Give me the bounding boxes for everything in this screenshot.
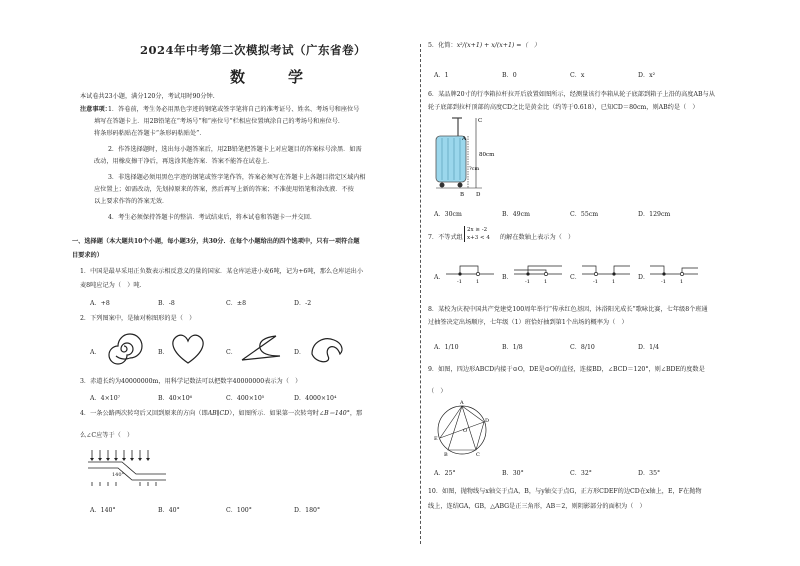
q7-stem: 7．不等式组	[428, 234, 463, 241]
q5-option-b[interactable]: B．0	[502, 72, 517, 79]
q6-label-unknown: ?cm	[469, 166, 480, 172]
q7-number-line-d	[648, 262, 700, 286]
q9-option-a[interactable]: A．25°	[434, 470, 456, 477]
q7-stem-tail: 的解在数轴上表示为（ ）	[500, 234, 575, 241]
q9-stem-2: （ ）	[428, 388, 447, 395]
q9-circle-figure	[432, 398, 496, 460]
intro-line: 本试卷共23小题，满分120分，考试用时90分钟.	[80, 93, 215, 100]
q4-option-b[interactable]: B．40°	[158, 507, 180, 514]
q4-option-c[interactable]: C．100°	[226, 507, 252, 514]
q1-option-b[interactable]: B．-8	[158, 300, 175, 307]
svg-text:E: E	[434, 436, 438, 442]
q8-option-b[interactable]: B．1/8	[502, 344, 523, 351]
q6-suitcase-figure	[432, 116, 502, 200]
q4-option-d[interactable]: D．180°	[294, 507, 321, 514]
q5-expression: x²/(x+1) + x/(x+1) =（ ）	[456, 42, 541, 49]
q1-option-a[interactable]: A．+8	[90, 300, 110, 307]
q7-number-line-c	[580, 262, 632, 286]
exam-title: 2024年中考第二次模拟考试（广东省卷）	[140, 43, 367, 57]
notice-2a: 2．作答选择题时，选出每小题答案后，用2B铅笔把答题卡上对应题目的答案标号涂黑．如需	[108, 146, 362, 153]
q2-option-d[interactable]: D．	[294, 349, 306, 356]
q3-option-a[interactable]: A．4×10⁷	[90, 395, 121, 402]
q7-b-neg: -1	[525, 279, 530, 285]
q4-road-figure	[86, 446, 168, 492]
svg-text:A: A	[460, 400, 464, 406]
svg-text:C: C	[476, 452, 480, 458]
q7-option-b[interactable]: B．	[502, 274, 513, 281]
q4-option-a[interactable]: A．140°	[90, 507, 116, 514]
q7-b-pos: 1	[544, 279, 548, 285]
q7-option-d[interactable]: D．	[638, 274, 650, 281]
q6-label-c: C	[478, 118, 483, 124]
q4-angle-label: 140°	[112, 472, 125, 478]
q6-label-d: D	[476, 192, 481, 198]
q9-option-b[interactable]: B．30°	[502, 470, 524, 477]
q1-stem-2: 麦8吨应记为（ ）吨．	[80, 282, 146, 289]
q6-option-c[interactable]: C．55cm	[570, 211, 599, 218]
q9-option-d[interactable]: D．35°	[638, 470, 661, 477]
q7-ineq-1: 2x ≥ -2	[467, 227, 488, 233]
q9-stem: 9．如图，四边形ABCD内接于⊙O，DE是⊙O的直径，连接BD，∠BCD＝120°，则∠BDE的度数是	[428, 366, 705, 373]
subject-title: 数 学	[230, 68, 318, 86]
notice-1b: 填写在答题卡上．用2B铅笔在“考场号”和“座位号”栏相应位置填涂自己的考场号和座位号．	[94, 118, 345, 125]
q4-stem-a	[80, 410, 362, 418]
q3-option-d[interactable]: D．4000×10⁴	[294, 395, 337, 402]
q6-label-b: B	[460, 192, 465, 198]
q8-option-a[interactable]: A．1/10	[434, 344, 459, 351]
column-divider	[420, 44, 421, 544]
q1-stem: 1．中国是最早采用正负数表示相反意义的量的国家．某仓库运进小麦6吨，记为+6吨，那么仓库运出小	[80, 268, 364, 275]
q7-d-neg: -1	[661, 279, 666, 285]
q5-option-a[interactable]: A．1	[434, 72, 449, 79]
q4-stem-middle: ），如图所示．如果第一次转弯时	[229, 410, 319, 417]
notice-3c: 以上要求作答的答案无效．	[94, 198, 169, 205]
q7-ineq-2: x+3 < 4	[467, 235, 490, 241]
q6-stem: 6．某品牌20寸的行李箱拉杆拉开后放置如图所示，经测量该行李箱从轮子底部到箱子上沿的高度AB与从	[428, 91, 715, 98]
q8-stem: 8．某校为庆祝中国共产党建党100周年举行“传承红色基因，沐浴阳光成长”歌咏比赛，七年级8个班通	[428, 306, 708, 313]
q6-label-a: A	[462, 136, 466, 142]
q10-stem: 10．如图，抛物线与x轴交于点A，B，与y轴交于点G，正方形CDEF的边CD在x轴上，E，F在抛物	[428, 488, 702, 495]
q8-option-d[interactable]: D．1/4	[638, 344, 660, 351]
q7-system	[464, 226, 490, 242]
q2-heart-figure	[168, 332, 208, 366]
q2-option-c[interactable]: C．	[226, 349, 237, 356]
q7-a-neg: -1	[457, 279, 462, 285]
q4-stem-parallel: AB∥CD	[207, 410, 230, 417]
q5-stem-prefix: 5．化简：	[428, 42, 457, 49]
q9-option-c[interactable]: C．32°	[570, 470, 592, 477]
notice-2b: 改动，用橡皮擦干净后，再选涂其他答案．答案不能答在试卷上．	[94, 158, 274, 165]
svg-text:D: D	[485, 418, 490, 424]
q7-a-pos: 1	[476, 279, 480, 285]
q6-option-b[interactable]: B．49cm	[502, 211, 530, 218]
q3-stem: 3．赤道长约为40000000m，用科学记数法可以把数字40000000表示为（ ）	[80, 378, 302, 385]
q7-number-line-b	[512, 262, 564, 286]
q5-option-c[interactable]: C．x	[570, 72, 585, 79]
q7-option-c[interactable]: C．	[570, 274, 581, 281]
q8-stem-2: 过抽签决定出场顺序，七年级（1）班恰好抽到第1个出场的概率为（ ）	[428, 319, 628, 326]
q4-stem-prefix: 4．一条公路两次转弯后又回到原来的方向（即	[80, 410, 208, 417]
q2-fan-figure	[236, 330, 282, 366]
notice-4: 4．考生必须保持答题卡的整洁．考试结束后，将本试卷和答题卡一并交回．	[108, 214, 317, 221]
q7-option-a[interactable]: A．	[434, 274, 445, 281]
q6-option-d[interactable]: D．129cm	[638, 211, 671, 218]
notice-1c: 将条形码粘贴在答题卡“条形码粘贴处”．	[94, 130, 206, 137]
q5-stem	[428, 42, 540, 50]
q2-stem: 2．下列图案中，是轴对称图形的是（ ）	[80, 315, 196, 322]
q10-stem-2: 线上，连结GA，GB，△ABG是正三角形，AB＝2，则阴影部分的面积为（ ）	[428, 503, 646, 510]
section-heading: 一、选择题（本大题共10个小题，每小题3分，共30分．在每个小题给出的四个选项中，只有一项符合题	[72, 238, 360, 245]
right-column	[428, 0, 728, 566]
notice-3b: 应位置上；如需改动，先划掉原来的答案，然后再写上新的答案；不准使用铅笔和涂改液．不按	[94, 186, 354, 193]
q1-option-c[interactable]: C．±8	[226, 300, 247, 307]
q7-c-pos: 1	[612, 279, 616, 285]
q2-spiral-figure	[104, 328, 144, 368]
q4-stem-suffix: ，那	[349, 410, 363, 417]
q7-d-pos: 1	[680, 279, 684, 285]
q1-option-d[interactable]: D．-2	[294, 300, 312, 307]
q2-option-b[interactable]: B．	[158, 349, 169, 356]
notice-label: 注意事项：	[80, 106, 111, 113]
section-heading-2: 目要求的）	[72, 252, 103, 259]
q7-number-line-a	[444, 262, 496, 286]
notice-3a: 3．非选择题必须用黑色字迹的钢笔或签字笔作答，答案必须写在答题卡上各题目指定区域内相	[108, 174, 366, 181]
notice-1a: 1．答卷前，考生务必用黑色字迹的钢笔或签字笔将自己的准考证号、姓名、考场号和座位号	[108, 106, 360, 113]
q3-option-b[interactable]: B．40×10⁶	[158, 395, 193, 402]
svg-text:B: B	[444, 452, 448, 458]
q4-stem-angle: ∠B＝140°	[318, 410, 350, 417]
q4-stem-2: 么∠C应等于（ ）	[80, 432, 134, 439]
q2-comma-figure	[306, 332, 346, 366]
q6-option-a[interactable]: A．30cm	[434, 211, 462, 218]
svg-text:O: O	[463, 428, 468, 434]
left-column	[72, 0, 415, 566]
q3-option-c[interactable]: C．400×10⁵	[226, 395, 265, 402]
q7-c-neg: -1	[593, 279, 598, 285]
q8-option-c[interactable]: C．8/10	[570, 344, 595, 351]
q6-stem-2: 轮子底部到拉杆顶部的高度CD之比是黄金比（约等于0.618），已知CD＝80cm，则AB约是（ ）	[428, 104, 699, 111]
q5-option-d[interactable]: D．x²	[638, 72, 656, 79]
q2-option-a[interactable]: A．	[90, 349, 101, 356]
q6-label-80cm: 80cm	[479, 152, 495, 158]
